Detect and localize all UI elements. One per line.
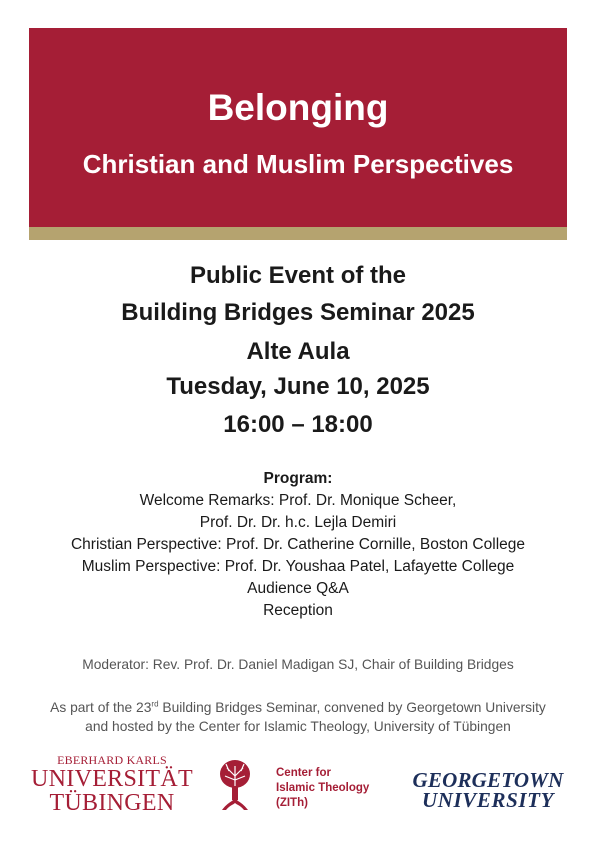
zith-line-3: (ZITh) — [276, 797, 308, 809]
program-section — [0, 468, 596, 622]
about-text-end: Building Bridges Seminar, convened by Georgetown University and hosted by the Center for Islamic Theology, University of Tübingen — [85, 700, 546, 734]
tuebingen-logo-line-2: UNIVERSITÄT — [31, 766, 193, 792]
event-line-2: Building Bridges Seminar 2025 — [121, 299, 475, 326]
program-heading: Program: — [263, 470, 333, 487]
moderator-note: Moderator: Rev. Prof. Dr. Daniel Madigan SJ, Chair of Building Bridges — [82, 657, 514, 672]
program-item: Welcome Remarks: Prof. Dr. Monique Scheer, — [139, 492, 457, 509]
event-venue: Alte Aula — [246, 338, 350, 365]
zith-line-1: Center for — [276, 767, 331, 779]
program-item: Audience Q&A — [247, 580, 349, 597]
event-time: 16:00 – 18:00 — [223, 411, 373, 438]
gold-divider — [29, 227, 567, 240]
program-item: Reception — [263, 602, 333, 619]
event-subtitle: Christian and Muslim Perspectives — [82, 149, 514, 179]
program-item: Christian Perspective: Prof. Dr. Catherine Cornille, Boston College — [70, 536, 525, 553]
event-line-1: Public Event of the — [189, 262, 407, 289]
georgetown-logo — [396, 770, 580, 810]
about-text — [45, 698, 551, 736]
title-banner — [29, 28, 567, 227]
event-title: Belonging — [207, 87, 389, 128]
tuebingen-logo-line-3: TÜBINGEN — [49, 790, 175, 816]
zith-label — [276, 766, 386, 811]
tuebingen-logo-line-1: EBERHARD KARLS — [57, 753, 167, 767]
georgetown-logo-line-1: GEORGETOWN — [412, 768, 564, 792]
event-date: Tuesday, June 10, 2025 — [166, 373, 430, 400]
zith-line-2: Islamic Theology — [276, 782, 370, 794]
program-item: Prof. Dr. Dr. h.c. Lejla Demiri — [199, 514, 397, 531]
ordinal-suffix: rd — [151, 699, 159, 709]
georgetown-logo-line-2: UNIVERSITY — [421, 788, 555, 812]
tree-icon — [218, 758, 252, 812]
about-text-start: As part of the 23 — [50, 700, 152, 715]
program-item: Muslim Perspective: Prof. Dr. Youshaa Patel, Lafayette College — [81, 558, 515, 575]
tuebingen-logo — [26, 753, 198, 815]
